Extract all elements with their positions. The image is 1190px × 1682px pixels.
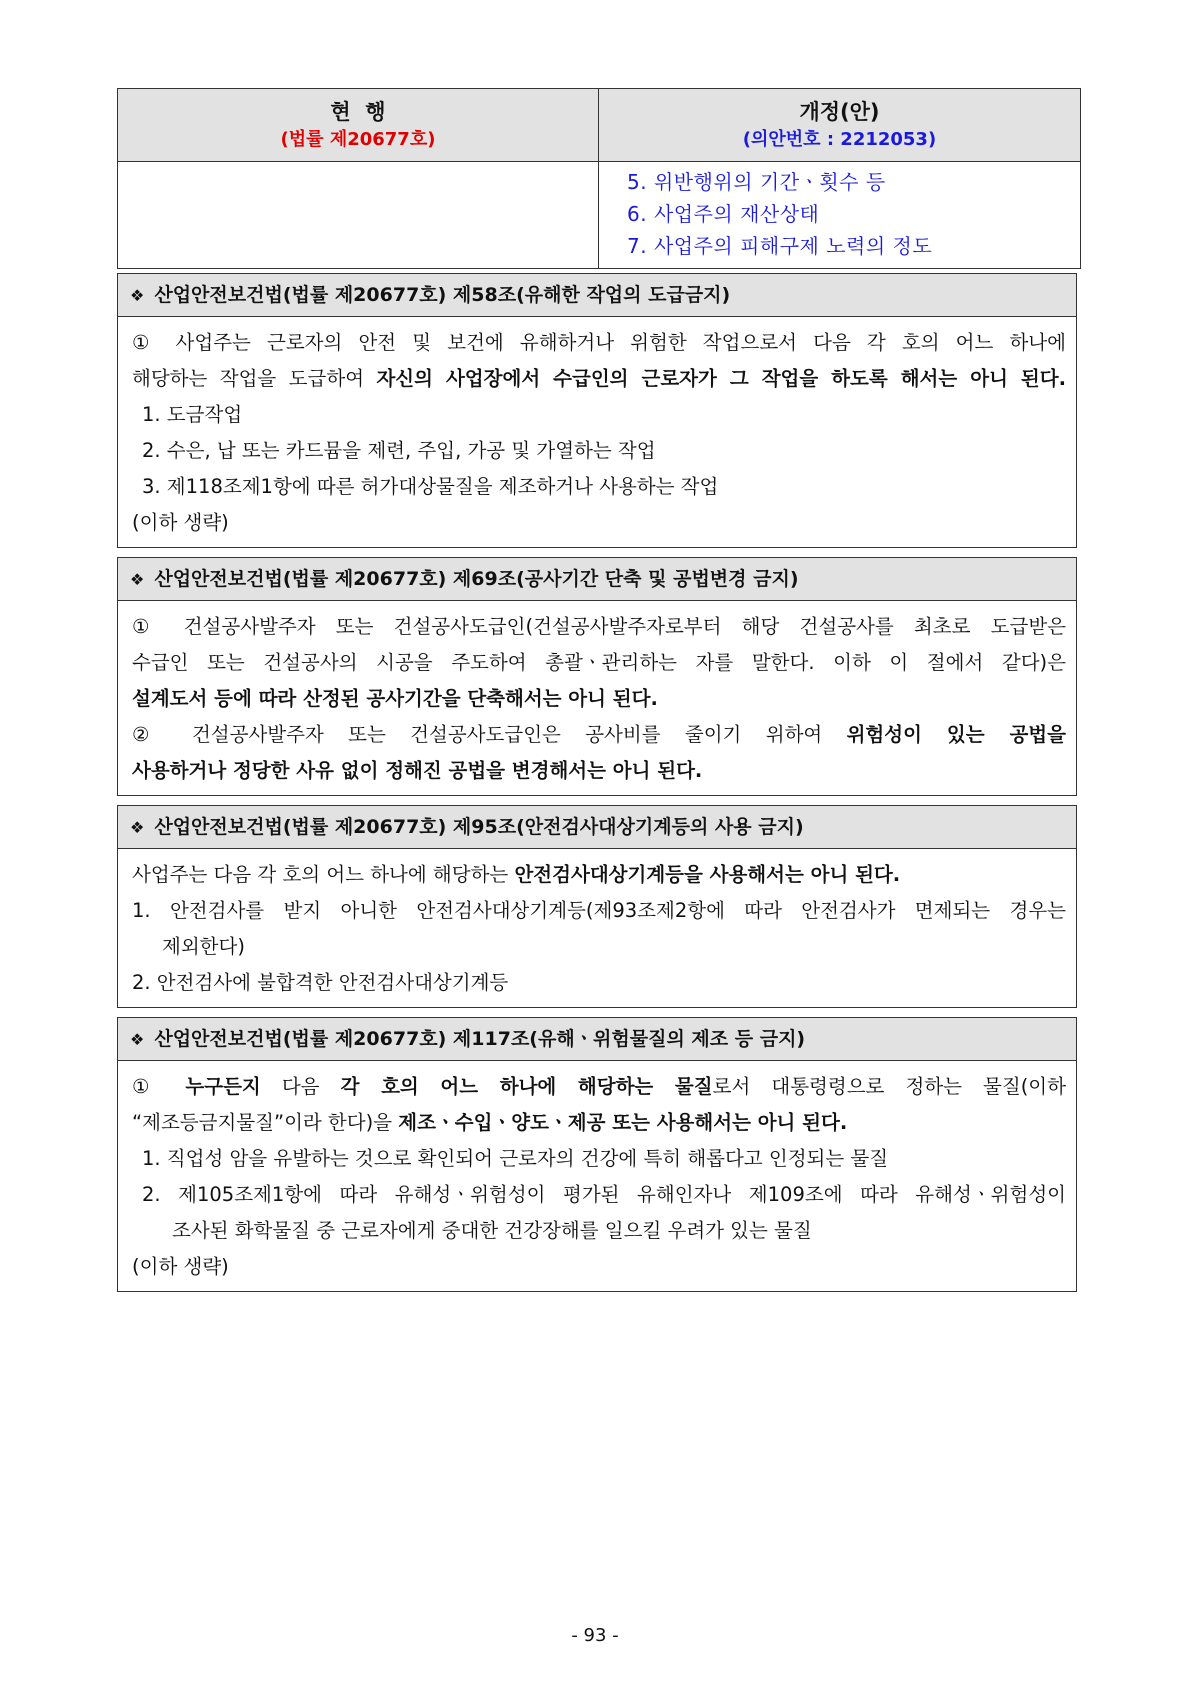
text: 로서 대통령령으로 정하는 물질(이하 — [712, 1075, 1066, 1098]
list-item: 1. 직업성 암을 유발하는 것으로 확인되어 근로자의 건강에 특히 해롭다고 인정되는 물질 — [142, 1147, 889, 1170]
article-title: 산업안전보건법(법률 제20677호) 제117조(유해ㆍ위험물질의 제조 등 금지) — [154, 1028, 806, 1050]
bill-number: (의안번호 : 2212053) — [742, 129, 937, 150]
paragraph — [132, 361, 1066, 397]
text: 다음 — [260, 1075, 341, 1098]
article-title: 산업안전보건법(법률 제20677호) 제58조(유해한 작업의 도급금지) — [154, 284, 731, 306]
emphasis-text: 위험성이 있는 공법을 — [846, 723, 1066, 746]
emphasis-text: 각 호의 어느 하나에 해당하는 물질 — [340, 1075, 713, 1098]
list-item: 3. 제118조제1항에 따른 허가대상물질을 제조하거나 사용하는 작업 — [142, 475, 719, 498]
article-58-body — [118, 317, 1076, 547]
text: 해당하는 작업을 도급하여 — [132, 367, 377, 390]
article-69-box — [117, 557, 1077, 796]
article-69-body — [118, 601, 1076, 795]
diamond-bullet-icon: ❖ — [130, 818, 145, 837]
amendment-item: 7. 사업주의 피해구제 노력의 정도 — [627, 234, 933, 258]
diamond-bullet-icon: ❖ — [130, 286, 145, 305]
emphasis-text: 사용하거나 정당한 사유 없이 정해진 공법을 변경해서는 아니 된다. — [132, 759, 703, 782]
amendment-header — [599, 89, 1081, 162]
article-69-header — [118, 558, 1076, 601]
list-item: 2. 수은, 납 또는 카드뮴을 제련, 주입, 가공 및 가열하는 작업 — [142, 439, 656, 462]
paragraph — [132, 753, 1066, 789]
list-item: 2. 제105조제1항에 따라 유해성ㆍ위험성이 평가된 유해인자나 제109조에 따라 유해성ㆍ위험성이 — [142, 1183, 1066, 1206]
paragraph — [132, 857, 1066, 893]
amendment-cell — [599, 162, 1081, 269]
amendment-item: 5. 위반행위의 기간ㆍ횟수 등 — [627, 170, 886, 194]
omission-note: (이하 생략) — [132, 511, 229, 534]
article-117-box — [117, 1017, 1077, 1292]
paragraph: ① 건설공사발주자 또는 건설공사도급인(건설공사발주자로부터 해당 건설공사를 최초로 도급받은 — [132, 615, 1066, 638]
paragraph — [132, 681, 1066, 717]
article-title: 산업안전보건법(법률 제20677호) 제95조(안전검사대상기계등의 사용 금지) — [154, 816, 804, 838]
article-95-box — [117, 805, 1077, 1008]
paragraph — [132, 1105, 1066, 1141]
text: 사업주는 다음 각 호의 어느 하나에 해당하는 — [132, 863, 515, 886]
article-title: 산업안전보건법(법률 제20677호) 제69조(공사기간 단축 및 공법변경 금지) — [154, 568, 799, 590]
list-item: 1. 안전검사를 받지 아니한 안전검사대상기계등(제93조제2항에 따라 안전검사가 면제되는 경우는 — [132, 899, 1066, 922]
article-95-header — [118, 806, 1076, 849]
text: ① — [132, 1075, 186, 1098]
emphasis-text: 자신의 사업장에서 수급인의 근로자가 그 작업을 하도록 해서는 아니 된다. — [376, 367, 1066, 390]
emphasis-text: 누구든지 — [185, 1075, 261, 1098]
diamond-bullet-icon: ❖ — [130, 1030, 145, 1049]
text: “제조등금지물질”이라 한다)을 — [132, 1111, 399, 1134]
current-law-cell — [118, 162, 599, 269]
paragraph: ① 사업주는 근로자의 안전 및 보건에 유해하거나 위험한 작업으로서 다음 각 호의 어느 하나에 — [132, 331, 1066, 354]
current-law-title: 현 행 — [330, 100, 386, 124]
diamond-bullet-icon: ❖ — [130, 570, 145, 589]
list-item-continuation: 제외한다) — [162, 935, 245, 958]
page-number: - 93 - — [571, 1625, 619, 1646]
paragraph — [132, 1069, 1066, 1105]
paragraph — [132, 717, 1066, 753]
article-58-box — [117, 273, 1077, 548]
amendment-title: 개정(안) — [799, 100, 880, 124]
comparison-table — [117, 88, 1081, 269]
omission-note: (이하 생략) — [132, 1255, 229, 1278]
current-law-number: (법률 제20677호) — [280, 129, 436, 150]
amendment-item: 6. 사업주의 재산상태 — [627, 202, 820, 226]
paragraph: 수급인 또는 건설공사의 시공을 주도하여 총괄ㆍ관리하는 자를 말한다. 이하 이 절에서 같다)은 — [132, 651, 1066, 674]
article-58-header — [118, 274, 1076, 317]
list-item: 2. 안전검사에 불합격한 안전검사대상기계등 — [132, 971, 509, 994]
current-law-header — [118, 89, 599, 162]
text: ② 건설공사발주자 또는 건설공사도급인은 공사비를 줄이기 위하여 — [132, 723, 847, 746]
article-95-body — [118, 849, 1076, 1007]
list-item: 1. 도금작업 — [142, 403, 243, 426]
emphasis-text: 안전검사대상기계등을 사용해서는 아니 된다. — [514, 863, 901, 886]
emphasis-text: 설계도서 등에 따라 산정된 공사기간을 단축해서는 아니 된다. — [132, 687, 658, 710]
list-item-continuation: 조사된 화학물질 중 근로자에게 중대한 건강장해를 일으킬 우려가 있는 물질 — [172, 1219, 812, 1242]
article-117-header — [118, 1018, 1076, 1061]
article-117-body — [118, 1061, 1076, 1291]
emphasis-text: 제조ㆍ수입ㆍ양도ㆍ제공 또는 사용해서는 아니 된다. — [398, 1111, 848, 1134]
